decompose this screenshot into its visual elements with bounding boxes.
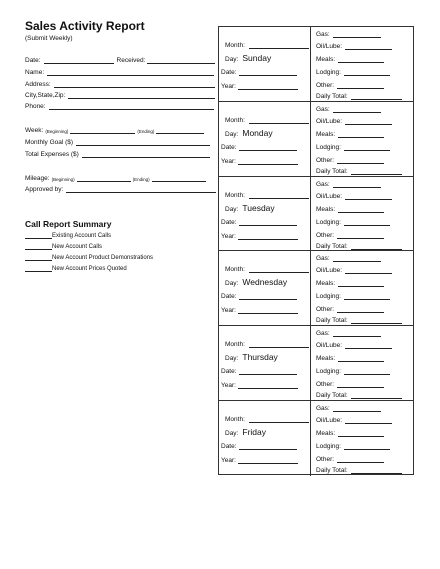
date-field[interactable] bbox=[239, 144, 297, 151]
month-row bbox=[225, 40, 309, 49]
other-label: Other: bbox=[316, 381, 335, 389]
day-name: Tuesday bbox=[242, 202, 275, 213]
month-field[interactable] bbox=[249, 341, 309, 348]
meals-field[interactable] bbox=[338, 430, 384, 437]
date-label: Date: bbox=[25, 57, 41, 64]
meals-row bbox=[316, 54, 384, 63]
monthly-goal-label: Monthly Goal ($) bbox=[25, 139, 74, 146]
date-label: Date: bbox=[221, 143, 237, 151]
meals-label: Meals: bbox=[316, 130, 336, 138]
oil-lube-label: Oil/Lube: bbox=[316, 342, 343, 350]
daily-total-label: Daily Total: bbox=[316, 242, 348, 250]
daily-total-field[interactable] bbox=[351, 168, 402, 175]
month-label: Month: bbox=[225, 416, 245, 423]
date-field[interactable] bbox=[239, 69, 297, 76]
meals-label: Meals: bbox=[316, 205, 336, 213]
report-subtitle: (Submit Weekly) bbox=[25, 35, 73, 42]
oil-lube-label: Oil/Lube: bbox=[316, 117, 343, 125]
day-name: Thursday bbox=[242, 352, 278, 363]
day-row bbox=[225, 353, 278, 362]
meals-label: Meals: bbox=[316, 280, 336, 288]
call-count-field[interactable] bbox=[25, 232, 52, 239]
daily-total-field[interactable] bbox=[351, 392, 402, 399]
day-name: Monday bbox=[242, 127, 273, 138]
oil-lube-row bbox=[316, 41, 392, 50]
oil-lube-label: Oil/Lube: bbox=[316, 417, 343, 424]
year-field[interactable] bbox=[238, 457, 298, 464]
lodging-row bbox=[316, 441, 390, 450]
day-row bbox=[225, 428, 266, 437]
day-block-wednesday bbox=[219, 251, 413, 326]
mileage-beginning-field[interactable] bbox=[77, 175, 131, 182]
date-field[interactable] bbox=[239, 219, 297, 226]
gas-label: Gas: bbox=[316, 31, 330, 38]
year-field[interactable] bbox=[238, 83, 298, 90]
year-field[interactable] bbox=[238, 158, 298, 165]
gas-field[interactable] bbox=[333, 255, 381, 262]
month-label: Month: bbox=[225, 341, 245, 349]
gas-row bbox=[316, 104, 381, 113]
lodging-field[interactable] bbox=[344, 144, 390, 151]
gas-field[interactable] bbox=[333, 106, 381, 113]
received-field[interactable] bbox=[147, 57, 215, 64]
gas-label: Gas: bbox=[316, 405, 330, 412]
year-row bbox=[221, 305, 298, 314]
week-beginning-label: (Beginning) bbox=[45, 129, 69, 134]
daily-total-row bbox=[316, 465, 402, 474]
lodging-field[interactable] bbox=[344, 219, 390, 226]
other-row bbox=[316, 155, 384, 164]
phone-label: Phone: bbox=[25, 103, 46, 110]
name-row bbox=[25, 67, 214, 76]
other-label: Other: bbox=[316, 231, 335, 239]
week-ending-field[interactable] bbox=[156, 127, 204, 134]
lodging-label: Lodging: bbox=[316, 69, 341, 76]
daily-total-field[interactable] bbox=[351, 467, 402, 474]
day-name: Sunday bbox=[242, 53, 272, 63]
call-item-quotes bbox=[25, 264, 127, 272]
year-label: Year: bbox=[221, 457, 236, 464]
lodging-label: Lodging: bbox=[316, 293, 341, 301]
name-field[interactable] bbox=[47, 69, 214, 76]
date-label: Date: bbox=[221, 69, 237, 76]
address-field[interactable] bbox=[54, 81, 215, 88]
daily-expense-grid bbox=[218, 26, 414, 475]
other-row bbox=[316, 379, 384, 388]
phone-row bbox=[25, 101, 214, 110]
daily-total-row bbox=[316, 166, 402, 175]
mileage-beginning-label: (Beginning) bbox=[51, 177, 75, 182]
week-label: Week: bbox=[25, 127, 44, 134]
column-divider bbox=[310, 102, 311, 176]
oil-lube-label: Oil/Lube: bbox=[316, 267, 343, 275]
other-label: Other: bbox=[316, 156, 335, 164]
lodging-field[interactable] bbox=[344, 293, 390, 300]
date-row bbox=[221, 142, 297, 151]
daily-total-label: Daily Total: bbox=[316, 167, 348, 175]
meals-label: Meals: bbox=[316, 430, 336, 437]
day-row bbox=[225, 54, 271, 63]
month-field[interactable] bbox=[249, 42, 309, 49]
day-label: Day: bbox=[225, 430, 239, 437]
year-row bbox=[221, 81, 298, 90]
gas-row bbox=[316, 328, 381, 337]
oil-lube-field[interactable] bbox=[345, 118, 392, 125]
total-expenses-label: Total Expenses ($) bbox=[25, 151, 79, 158]
call-item-label: Existing Account Calls bbox=[52, 233, 112, 239]
other-field[interactable] bbox=[337, 232, 384, 239]
column-divider bbox=[310, 401, 311, 476]
gas-label: Gas: bbox=[316, 105, 330, 113]
other-field[interactable] bbox=[337, 157, 384, 164]
lodging-field[interactable] bbox=[344, 443, 390, 450]
daily-total-label: Daily Total: bbox=[316, 467, 348, 474]
month-field[interactable] bbox=[249, 117, 309, 124]
city-state-zip-label: City,State,Zip: bbox=[25, 92, 66, 99]
gas-label: Gas: bbox=[316, 330, 330, 338]
other-row bbox=[316, 304, 384, 313]
lodging-row bbox=[316, 217, 390, 226]
daily-total-field[interactable] bbox=[351, 93, 402, 100]
gas-label: Gas: bbox=[316, 180, 330, 188]
day-row bbox=[225, 278, 287, 287]
mileage-row bbox=[25, 173, 206, 182]
call-item-new bbox=[25, 242, 102, 250]
gas-row bbox=[316, 403, 381, 412]
day-name: Wednesday bbox=[242, 277, 288, 288]
lodging-label: Lodging: bbox=[316, 443, 341, 450]
lodging-label: Lodging: bbox=[316, 368, 341, 376]
address-row bbox=[25, 79, 215, 88]
lodging-row bbox=[316, 291, 390, 300]
monthly-goal-field[interactable] bbox=[76, 139, 210, 146]
oil-lube-row bbox=[316, 340, 392, 349]
call-report-title: Call Report Summary bbox=[25, 219, 112, 229]
meals-field[interactable] bbox=[338, 280, 384, 287]
day-name: Friday bbox=[242, 427, 266, 437]
meals-row bbox=[316, 278, 384, 287]
monthly-goal-row bbox=[25, 137, 210, 146]
call-item-label: New Account Product Demonstrations bbox=[52, 255, 154, 261]
column-divider bbox=[310, 177, 311, 251]
other-label: Other: bbox=[316, 82, 335, 89]
month-row bbox=[225, 264, 309, 273]
meals-field[interactable] bbox=[338, 355, 384, 362]
city-state-zip-field[interactable] bbox=[68, 92, 215, 99]
total-expenses-row bbox=[25, 149, 210, 158]
oil-lube-row bbox=[316, 116, 392, 125]
year-row bbox=[221, 380, 298, 389]
call-item-label: New Account Prices Quoted bbox=[52, 266, 127, 272]
month-label: Month: bbox=[225, 191, 245, 199]
address-label: Address: bbox=[25, 81, 51, 88]
month-field[interactable] bbox=[249, 416, 309, 423]
year-label: Year: bbox=[221, 232, 236, 240]
other-field[interactable] bbox=[337, 306, 384, 313]
day-label: Day: bbox=[225, 56, 239, 63]
lodging-field[interactable] bbox=[344, 69, 390, 76]
oil-lube-label: Oil/Lube: bbox=[316, 192, 343, 200]
month-field[interactable] bbox=[249, 192, 309, 199]
oil-lube-field[interactable] bbox=[345, 417, 392, 424]
gas-row bbox=[316, 253, 381, 262]
daily-total-row bbox=[316, 241, 402, 250]
year-label: Year: bbox=[221, 382, 236, 390]
call-item-label: New Account Calls bbox=[52, 244, 103, 250]
year-label: Year: bbox=[221, 83, 236, 90]
call-count-field[interactable] bbox=[25, 265, 52, 272]
mileage-label: Mileage: bbox=[25, 175, 50, 182]
gas-row bbox=[316, 179, 381, 188]
date-field[interactable] bbox=[239, 443, 297, 450]
daily-total-label: Daily Total: bbox=[316, 93, 348, 100]
day-row bbox=[225, 204, 275, 213]
daily-total-row bbox=[316, 315, 402, 324]
lodging-field[interactable] bbox=[344, 368, 390, 375]
date-field[interactable] bbox=[239, 368, 297, 375]
date-received-row bbox=[25, 55, 215, 64]
day-label: Day: bbox=[225, 355, 239, 363]
oil-lube-field[interactable] bbox=[345, 342, 392, 349]
lodging-label: Lodging: bbox=[316, 143, 341, 151]
gas-row bbox=[316, 29, 381, 38]
daily-total-field[interactable] bbox=[351, 317, 402, 324]
year-label: Year: bbox=[221, 157, 236, 165]
month-row bbox=[225, 190, 309, 199]
other-row bbox=[316, 230, 384, 239]
phone-field[interactable] bbox=[49, 103, 214, 110]
year-row bbox=[221, 156, 298, 165]
date-row bbox=[221, 366, 297, 375]
meals-field[interactable] bbox=[338, 206, 384, 213]
day-block-sunday bbox=[219, 27, 413, 102]
call-item-existing bbox=[25, 231, 111, 239]
month-row bbox=[225, 414, 309, 423]
meals-field[interactable] bbox=[338, 131, 384, 138]
day-label: Day: bbox=[225, 205, 239, 213]
date-row bbox=[221, 217, 297, 226]
daily-total-label: Daily Total: bbox=[316, 317, 348, 325]
oil-lube-field[interactable] bbox=[345, 43, 392, 50]
year-row bbox=[221, 455, 298, 464]
column-divider bbox=[310, 251, 311, 325]
meals-label: Meals: bbox=[316, 56, 336, 63]
year-field[interactable] bbox=[238, 382, 298, 389]
month-row bbox=[225, 115, 309, 124]
daily-total-row bbox=[316, 390, 402, 399]
oil-lube-field[interactable] bbox=[345, 193, 392, 200]
date-row bbox=[221, 441, 297, 450]
date-row bbox=[221, 291, 297, 300]
other-row bbox=[316, 454, 384, 463]
other-row bbox=[316, 80, 384, 89]
total-expenses-field[interactable] bbox=[82, 151, 210, 158]
received-label: Received: bbox=[116, 57, 146, 64]
date-label: Date: bbox=[221, 368, 237, 376]
call-count-field[interactable] bbox=[25, 254, 52, 261]
week-beginning-field[interactable] bbox=[70, 127, 135, 134]
other-field[interactable] bbox=[337, 82, 384, 89]
daily-total-label: Daily Total: bbox=[316, 392, 348, 400]
week-ending-label: (Ending) bbox=[137, 129, 155, 134]
oil-lube-field[interactable] bbox=[345, 267, 392, 274]
oil-lube-label: Oil/Lube: bbox=[316, 43, 343, 50]
mileage-ending-label: (Ending) bbox=[132, 177, 150, 182]
approved-by-field[interactable] bbox=[66, 186, 216, 193]
lodging-row bbox=[316, 366, 390, 375]
daily-total-row bbox=[316, 91, 402, 100]
date-label: Date: bbox=[221, 443, 237, 450]
name-label: Name: bbox=[25, 69, 45, 76]
other-field[interactable] bbox=[337, 456, 384, 463]
year-field[interactable] bbox=[238, 233, 298, 240]
meals-row bbox=[316, 353, 384, 362]
approved-by-row bbox=[25, 184, 216, 193]
approved-by-label: Approved by: bbox=[25, 186, 64, 193]
month-field[interactable] bbox=[249, 266, 309, 273]
date-field[interactable] bbox=[239, 293, 297, 300]
call-item-demos bbox=[25, 253, 153, 261]
oil-lube-row bbox=[316, 265, 392, 274]
date-label: Date: bbox=[221, 218, 237, 226]
day-block-tuesday bbox=[219, 177, 413, 252]
gas-field[interactable] bbox=[333, 330, 381, 337]
column-divider bbox=[310, 27, 311, 101]
year-field[interactable] bbox=[238, 307, 298, 314]
gas-field[interactable] bbox=[333, 181, 381, 188]
gas-label: Gas: bbox=[316, 255, 330, 263]
date-label: Date: bbox=[221, 293, 237, 301]
day-label: Day: bbox=[225, 130, 239, 138]
date-row bbox=[221, 67, 297, 76]
day-label: Day: bbox=[225, 280, 239, 288]
mileage-ending-field[interactable] bbox=[152, 175, 206, 182]
week-row bbox=[25, 125, 204, 134]
other-field[interactable] bbox=[337, 381, 384, 388]
lodging-row bbox=[316, 142, 390, 151]
day-row bbox=[225, 129, 273, 138]
year-label: Year: bbox=[221, 307, 236, 315]
meals-row bbox=[316, 129, 384, 138]
day-block-monday bbox=[219, 102, 413, 177]
oil-lube-row bbox=[316, 191, 392, 200]
column-divider bbox=[310, 326, 311, 400]
gas-field[interactable] bbox=[333, 405, 381, 412]
lodging-row bbox=[316, 67, 390, 76]
meals-row bbox=[316, 428, 384, 437]
meals-label: Meals: bbox=[316, 355, 336, 363]
year-row bbox=[221, 231, 298, 240]
report-title: Sales Activity Report bbox=[25, 19, 145, 33]
other-label: Other: bbox=[316, 306, 335, 314]
date-field[interactable] bbox=[44, 57, 114, 64]
day-block-thursday bbox=[219, 326, 413, 401]
day-block-friday bbox=[219, 401, 413, 476]
city-state-zip-row bbox=[25, 90, 215, 99]
call-count-field[interactable] bbox=[25, 243, 52, 250]
meals-field[interactable] bbox=[338, 56, 384, 63]
daily-total-field[interactable] bbox=[351, 243, 402, 250]
other-label: Other: bbox=[316, 456, 335, 463]
month-label: Month: bbox=[225, 116, 245, 124]
month-label: Month: bbox=[225, 42, 245, 49]
month-row bbox=[225, 339, 309, 348]
oil-lube-row bbox=[316, 415, 392, 424]
meals-row bbox=[316, 204, 384, 213]
lodging-label: Lodging: bbox=[316, 218, 341, 226]
gas-field[interactable] bbox=[333, 31, 381, 38]
month-label: Month: bbox=[225, 266, 245, 274]
